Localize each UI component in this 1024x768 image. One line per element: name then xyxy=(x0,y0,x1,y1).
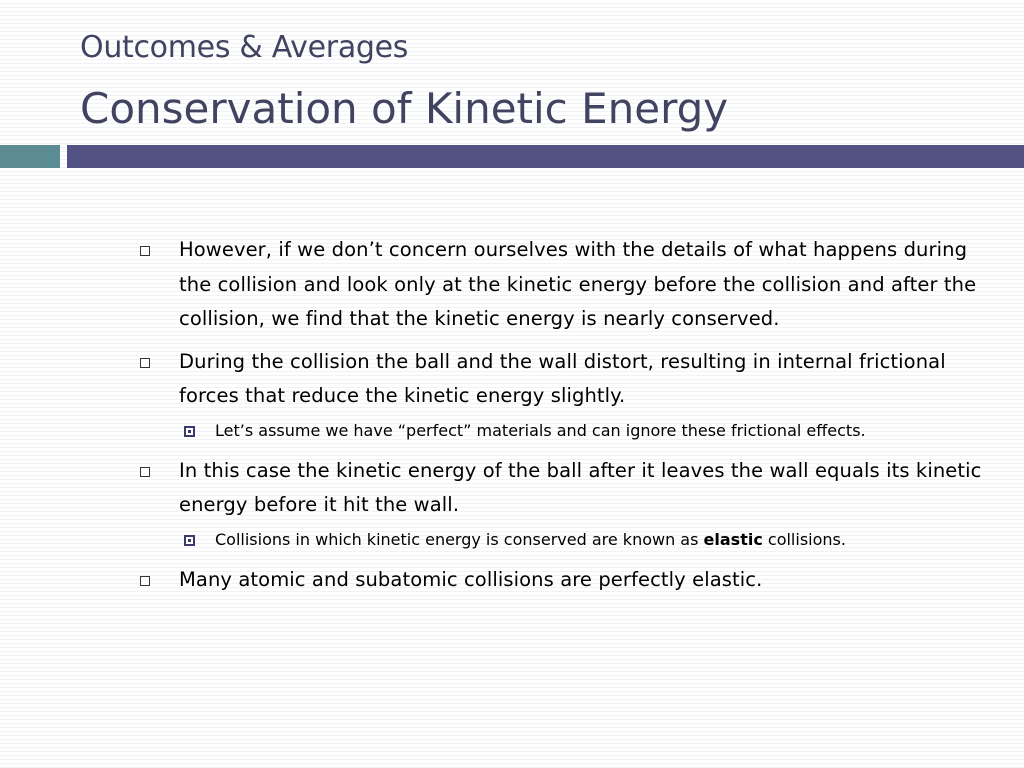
hollow-square-bullet-icon xyxy=(140,358,150,368)
bullet-item xyxy=(140,454,1000,523)
hollow-square-bullet-icon xyxy=(140,467,150,477)
bullet-text: Many atomic and subatomic collisions are perfectly elastic. xyxy=(179,567,763,591)
slide-subtitle: Outcomes & Averages xyxy=(80,30,409,65)
sub-bullet-text: Let’s assume we have “perfect” materials and can ignore these frictional effects. xyxy=(215,420,866,440)
accent-bar-teal xyxy=(0,145,60,168)
slide-title: Conservation of Kinetic Energy xyxy=(80,84,729,133)
sub-bullet-text-after: collisions. xyxy=(762,529,846,549)
filled-square-bullet-icon xyxy=(184,535,195,546)
hollow-square-bullet-icon xyxy=(140,576,150,586)
bullet-text: In this case the kinetic energy of the ball after it leaves the wall equals its kinetic energy before it hit the wall. xyxy=(179,458,982,516)
filled-square-bullet-icon xyxy=(184,426,195,437)
sub-bullet-item xyxy=(140,416,1000,446)
bullet-list xyxy=(140,233,1000,605)
accent-bar-indigo xyxy=(67,145,1024,168)
bullet-item xyxy=(140,345,1000,414)
sub-bullet-bold-term: elastic xyxy=(703,529,763,549)
hollow-square-bullet-icon xyxy=(140,246,150,256)
bullet-text: However, if we don’t concern ourselves with the details of what happens during the collision and look only at the kinetic energy before the collision and after the collision, we find that the kinetic energy is nearly conserved. xyxy=(179,238,977,330)
sub-bullet-item xyxy=(140,525,1000,555)
bullet-item xyxy=(140,563,1000,598)
bullet-text: During the collision the ball and the wall distort, resulting in internal frictional forces that reduce the kinetic energy slightly. xyxy=(179,349,946,407)
sub-bullet-text-before: Collisions in which kinetic energy is conserved are known as xyxy=(215,529,704,549)
bullet-item xyxy=(140,233,1000,337)
